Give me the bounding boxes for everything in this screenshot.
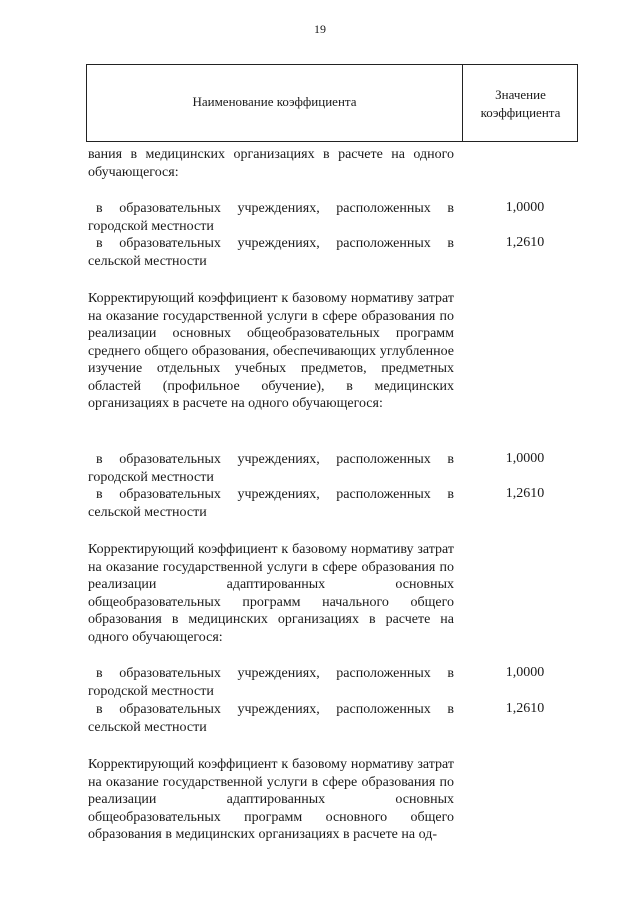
row-label <box>88 200 454 235</box>
row-label-line2: сельской местности <box>88 504 207 520</box>
row-label-line1: в образовательных учреждениях, расположенных в <box>96 666 454 681</box>
row-label-line2: городской местности <box>88 218 214 234</box>
header-coefficient-name: Наименование коэффициента <box>192 94 357 109</box>
row-label <box>88 665 454 700</box>
row-label <box>88 451 454 486</box>
row-label <box>88 486 454 521</box>
row-label-line2: сельской местности <box>88 719 207 735</box>
row-value: 1,0000 <box>505 451 545 466</box>
section-heading: Корректирующий коэффициент к базовому нормативу затрат на оказание государственной услуги в сфере образования по реализации адаптированных основных общеобразовательных программ основного общего образования в медицинских организациях в расчете на од- <box>88 757 454 842</box>
header-value-line1: Значение <box>495 87 546 102</box>
row-value: 1,2610 <box>505 486 545 501</box>
header-coefficient-value <box>463 86 578 122</box>
section-heading: Корректирующий коэффициент к базовому нормативу затрат на оказание государственной услуги в сфере образования по реализации адаптированных основных общеобразовательных программ начального общего образования в медицинских организациях в расчете на одного обучающегося: <box>88 542 454 645</box>
continuation-text <box>88 146 454 181</box>
continuation-line1: вания в медицинских организациях в расчете на одного <box>88 147 454 162</box>
row-label <box>88 235 454 270</box>
continuation-line2: обучающегося: <box>88 164 179 180</box>
table-header <box>86 64 578 142</box>
row-label-line1: в образовательных учреждениях, расположенных в <box>96 452 454 467</box>
row-value: 1,2610 <box>505 701 545 716</box>
row-value: 1,2610 <box>505 235 545 250</box>
row-label-line1: в образовательных учреждениях, расположенных в <box>96 236 454 251</box>
page-number: 19 <box>314 22 326 36</box>
row-label-line2: городской местности <box>88 683 214 699</box>
row-label-line1: в образовательных учреждениях, расположенных в <box>96 487 454 502</box>
row-label-line1: в образовательных учреждениях, расположенных в <box>96 702 454 717</box>
row-label <box>88 701 454 736</box>
row-label-line2: сельской местности <box>88 253 207 269</box>
section-heading: Корректирующий коэффициент к базовому нормативу затрат на оказание государственной услуги в сфере образования по реализации основных общеобразовательных программ среднего общего образования, обеспечивающих углубленное изучение отдельных учебных предметов, предметных областей (профильное обучение), в медицинских организациях в расчете на одного обучающегося: <box>88 291 454 411</box>
row-label-line2: городской местности <box>88 469 214 485</box>
header-value-line2: коэффициента <box>480 105 561 120</box>
row-value: 1,0000 <box>505 665 545 680</box>
row-label-line1: в образовательных учреждениях, расположенных в <box>96 201 454 216</box>
row-value: 1,0000 <box>505 200 545 215</box>
